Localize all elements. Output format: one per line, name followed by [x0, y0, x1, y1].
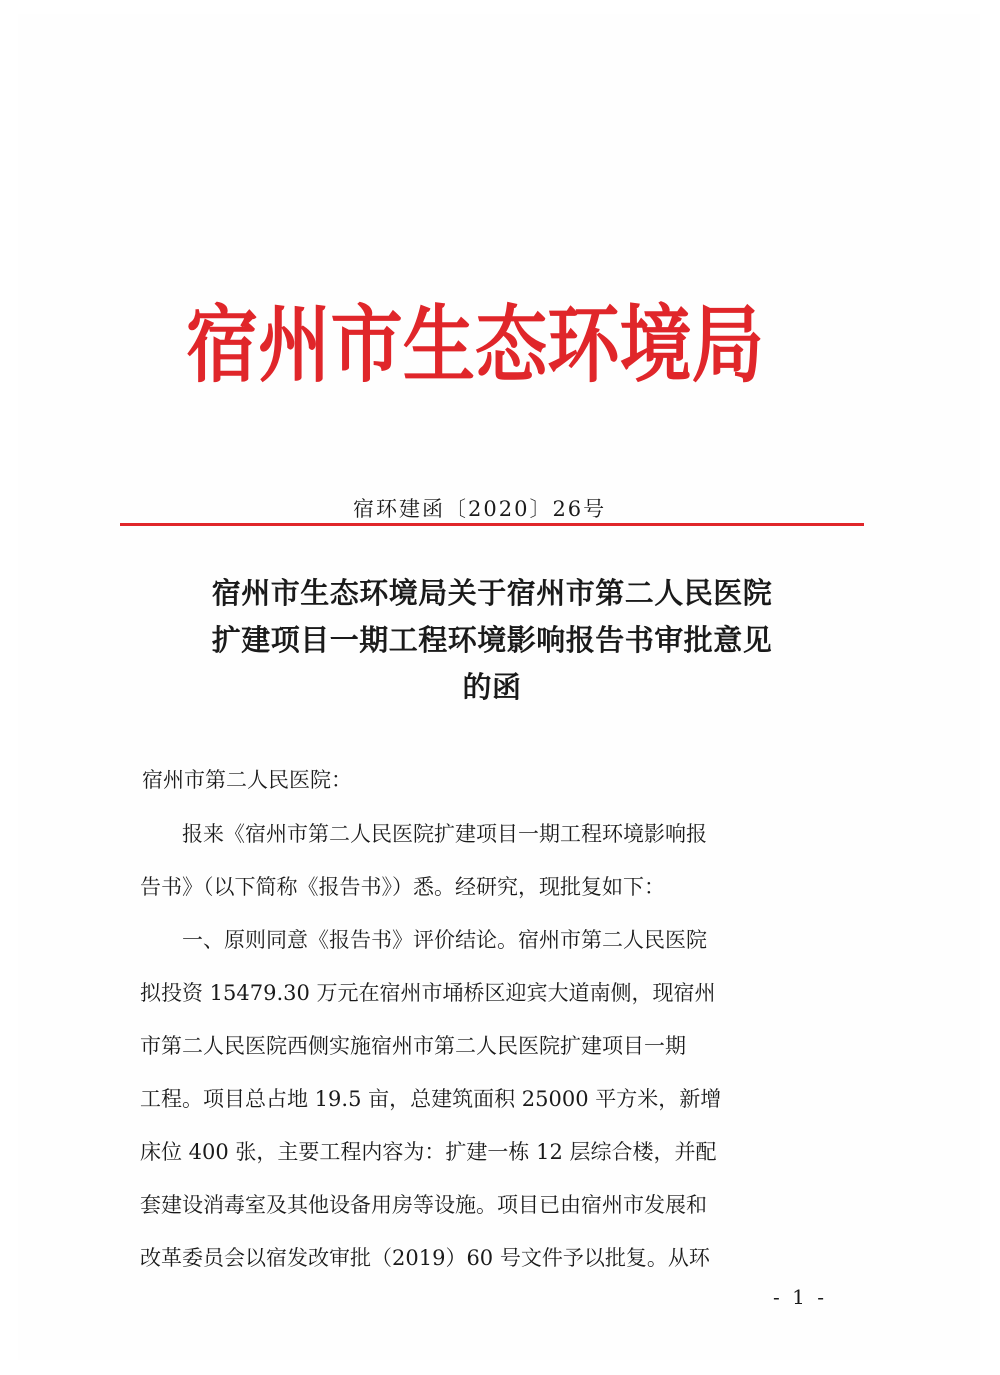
body-line: 市第二人民医院西侧实施宿州市第二人民医院扩建项目一期 [140, 1034, 686, 1058]
body-line: 套建设消毒室及其他设备用房等设施。项目已由宿州市发展和 [140, 1193, 707, 1217]
body-line: 告书》（以下简称《报告书》）悉。经研究，现批复如下： [140, 875, 665, 899]
document-number: 宿环建函〔2020〕26号 [353, 497, 607, 521]
addressee: 宿州市第二人民医院： [142, 768, 352, 792]
document-title [120, 570, 864, 711]
agency-header-title: 宿州市生态环境局 [186, 295, 764, 394]
red-divider-line [120, 523, 864, 526]
body-line: 工程。项目总占地 19.5 亩，总建筑面积 25000 平方米，新增 [140, 1087, 722, 1111]
body-line: 拟投资 15479.30 万元在宿州市埇桥区迎宾大道南侧，现宿州 [140, 981, 716, 1005]
title-line: 扩建项目一期工程环境影响报告书审批意见 [211, 623, 773, 657]
title-line: 的函 [462, 670, 522, 704]
body-text [140, 808, 834, 1285]
body-line: 一、原则同意《报告书》评价结论。宿州市第二人民医院 [140, 928, 707, 952]
body-line: 改革委员会以宿发改审批（2019）60 号文件予以批复。从环 [140, 1246, 710, 1270]
page-number: - 1 - [773, 1285, 827, 1309]
body-line: 报来《宿州市第二人民医院扩建项目一期工程环境影响报 [140, 822, 707, 846]
title-line: 宿州市生态环境局关于宿州市第二人民医院 [211, 576, 773, 610]
body-line: 床位 400 张，主要工程内容为：扩建一栋 12 层综合楼，并配 [140, 1140, 717, 1164]
